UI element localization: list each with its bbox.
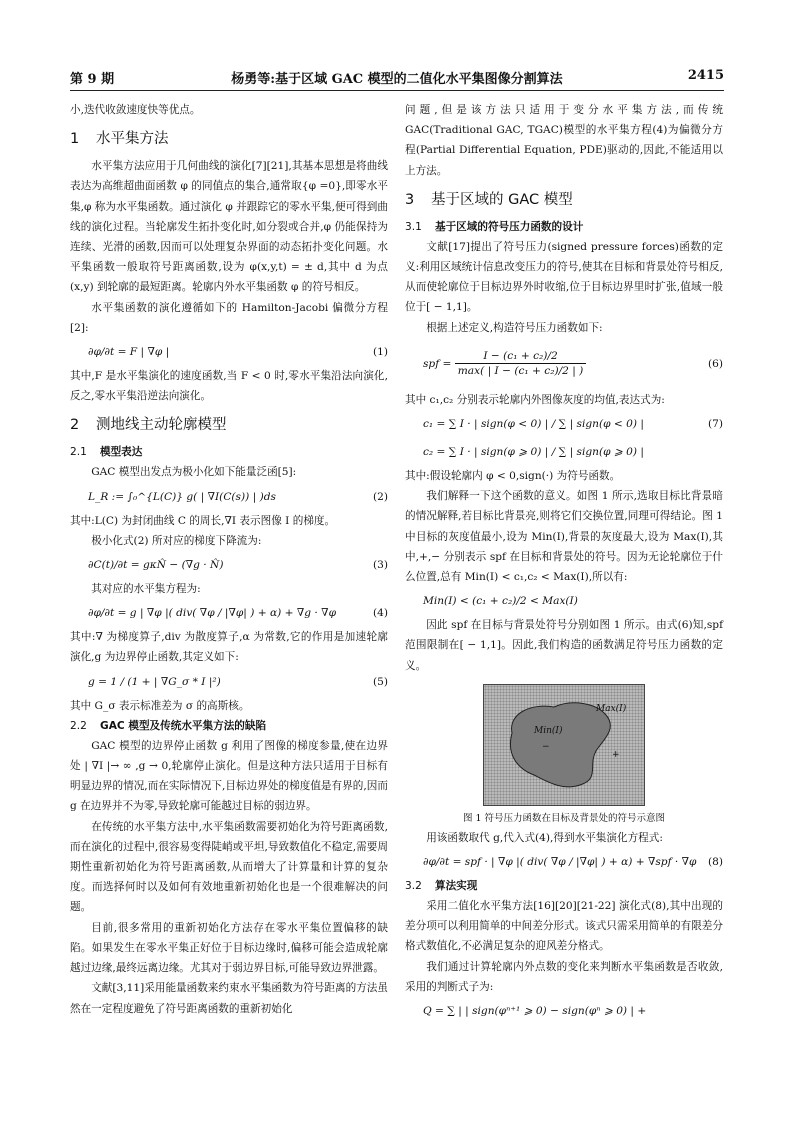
equation-5: g = 1 / (1 + | ∇G_σ * I |²) (5) [88,675,388,688]
minus-sign: − [542,741,550,752]
paragraph: 其中 c₁,c₂ 分别表示轮廓内外图像灰度的均值,表达式为: [405,393,665,406]
equation-9: Q = ∑ | | sign(φⁿ⁺¹ ⩾ 0) − sign(φⁿ ⩾ 0) | + [423,1005,647,1018]
issue-number: 第 9 期 [70,72,115,87]
equation-6: spf = $\frac{\text{I − (c₁ + c₂)/2}}{\text{max( | I − (c₁ + c₂)/2 | )}}$ (6) [423,350,723,378]
section-heading: 1 水平集方法 [70,131,169,148]
section-heading: 2 测地线主动轮廓模型 [70,417,227,434]
equation-4: ∂φ/∂t = g | ∇φ |( div( ∇φ / |∇φ| ) + α) + ∇g · ∇φ (4) [88,607,388,620]
paragraph: 在传统的水平集方法中,水平集函数需要初始化为符号距离函数,而在演化的过程中,很容易变得陡峭或平坦,导致数值化不稳定,需要周期性重新初始化为符号距离函数,从而增大了计算量和计算的复杂度。而选择何时以及如何有效地重新初始化也是一个很难解决的问题。 [70,820,388,914]
paragraph: 因此 spf 在目标与背景处符号分别如图 1 所示。由式(6)知,spf 范围限制在[ − 1,1]。因此,我们构造的函数满足符号压力函数的定义。 [405,619,723,672]
equation-8: ∂φ/∂t = spf · | ∇φ |( div( ∇φ / |∇φ| ) + α) + ∇spf · ∇φ (8) [423,856,723,869]
max-label: Max(I) [596,703,627,714]
paragraph: 根据上述定义,构造符号压力函数如下: [426,321,603,334]
running-header [70,68,724,90]
paragraph: 其中,F 是水平集演化的速度函数,当 F < 0 时,零水平集沿法向演化,反之,零水平集沿逆法向演化。 [70,370,388,403]
paragraph: GAC 模型出发点为极小化如下能量泛函[5]: [91,466,297,479]
equation-7a: c₁ = ∑ I · | sign(φ < 0) | / ∑ | sign(φ < 0) | (7) [423,418,723,431]
min-label: Min(I) [534,725,563,736]
equation-1: ∂φ/∂t = F | ∇φ | (1) [88,346,388,359]
left-column [70,100,388,1019]
subsection-heading: 3.2 算法实现 [405,880,478,893]
paragraph: 其对应的水平集方程为: [91,583,201,596]
section-heading: 3 基于区域的 GAC 模型 [405,191,573,208]
paragraph: 其中:L(C) 为封闭曲线 C 的周长,∇I 表示图像 I 的梯度。 [70,514,336,527]
figure-caption: 图 1 符号压力函数在目标及背景处的符号示意图 [462,812,666,824]
running-title: 杨勇等:基于区域 GAC 模型的二值化水平集图像分割算法 [231,72,563,87]
equation-inequality: Min(I) < (c₁ + c₂)/2 < Max(I) [423,595,578,608]
paragraph: 问题,但是该方法只适用于变分水平集方法,而传统 GAC(Traditional GAC, TGAC)模型的水平集方程(4)为偏微分方程(Partial Differential Equation, PDE)驱动的,因此,不能适用以上方法。 [405,104,723,177]
subsection-heading: 2.2 GAC 模型及传统水平集方法的缺陷 [70,719,267,732]
paragraph: 水平集函数的演化遵循如下的 Hamilton-Jacobi 偏微分方程[2]: [70,301,388,334]
subsection-heading: 3.1 基于区域的符号压力函数的设计 [405,220,584,233]
equation-7b: c₂ = ∑ I · | sign(φ ⩾ 0) | / ∑ | sign(φ ⩾ 0) | [423,446,644,459]
figure-1 [483,684,645,806]
paragraph: 小,迭代收敛速度快等优点。 [70,104,201,116]
paragraph: GAC 模型的边界停止函数 g 利用了图像的梯度参量,使在边界处 | ∇I |→ ∞ ,g → 0,轮廓停止演化。但是这种方法只适用于目标有明显边界的情况,而在实际情况下,目标边界处的梯度值是有界的,因而 g 在边界并不为零,导致轮廓可能越过目标的弱边界。 [70,739,388,813]
paragraph: 我们解释一下这个函数的意义。如图 1 所示,选取目标比背景暗的情况解释,若目标比背景亮,则将它们交换位置,同理可得结论。图 1 中目标的灰度值最小,设为 Min(I),背景的灰度最大,设为 Max(I),其中,+,− 分别表示 spf 在目标和背景处的符号。因为无论轮廓位于什么位置,总有 Min(I) < c₁,c₂ < Max(I),所以有: [405,490,723,584]
paragraph: 水平集方法应用于几何曲线的演化[7][21],其基本思想是将曲线表达为高维超曲面函数 φ 的同值点的集合,通常取{φ =0},即零水平集,φ 称为水平集函数。通过演化 φ 并跟踪它的零水平集,便可得到曲线的演化过程。当轮廓发生拓扑变化时,如分裂或合并,φ 仍能保持为连续、光滑的函数,因而可以处理复杂界面的动态拓扑变化问题。水平集函数一般取符号距离函数,设为 φ(x,y,t) = ± d,其中 d 为点(x,y) 到轮廓的最短距离。轮廓内外水平集函数 φ 的符号相反。 [70,160,388,294]
paragraph: 用该函数取代 g,代入式(4),得到水平集演化方程式: [426,831,663,844]
paragraph: 极小化式(2) 所对应的梯度下降流为: [91,534,262,547]
page-number: 2415 [687,68,724,83]
paragraph: 目前,很多常用的重新初始化方法存在零水平集位置偏移的缺陷。如果发生在零水平集正好位于目标边缘时,偏移可能会造成轮廓越过边缘,最终远离边缘。尤其对于弱边界目标,可能导致边界泄露。 [70,921,388,975]
paragraph: 文献[3,11]采用能量函数来约束水平集函数为符号距离的方法虽然在一定程度避免了符号距离函数的重新初始化 [70,982,388,1015]
equation-3: ∂C(t)/∂t = gκN̂ − (∇g · N̂) (3) [88,559,388,572]
paragraph: 文献[17]提出了符号压力(signed pressure forces)函数的定义:利用区域统计信息改变压力的符号,使其在目标和背景处符号相反,从而使轮廓位于目标边界外时收缩,位于目标边界里时扩张,值域一般位于[ − 1,1]。 [405,240,723,314]
paragraph: 其中 G_σ 表示标准差为 σ 的高斯核。 [70,699,250,712]
paragraph: 采用二值化水平集方法[16][20][21-22] 演化式(8),其中出现的差分项可以利用简单的中间差分形式。该式只需采用简单的有限差分格式数值化,不必满足复杂的迎风差分格式。 [405,900,723,953]
paragraph: 其中:∇ 为梯度算子,div 为散度算子,α 为常数,它的作用是加速轮廓演化,g 为边界停止函数,其定义如下: [70,631,388,664]
subsection-heading: 2.1 模型表达 [70,446,143,459]
paragraph: 其中:假设轮廓内 φ < 0,sign(·) 为符号函数。 [405,470,621,483]
right-column [405,100,723,1025]
equation-2: L_R := ∫₀^{L(C)} g( | ∇I(C(s)) | )ds (2) [88,490,388,503]
header-rule [70,90,724,91]
paragraph: 我们通过计算轮廓内外点数的变化来判断水平集函数是否收敛,采用的判断式子为: [405,960,723,993]
plus-sign: + [612,749,620,760]
